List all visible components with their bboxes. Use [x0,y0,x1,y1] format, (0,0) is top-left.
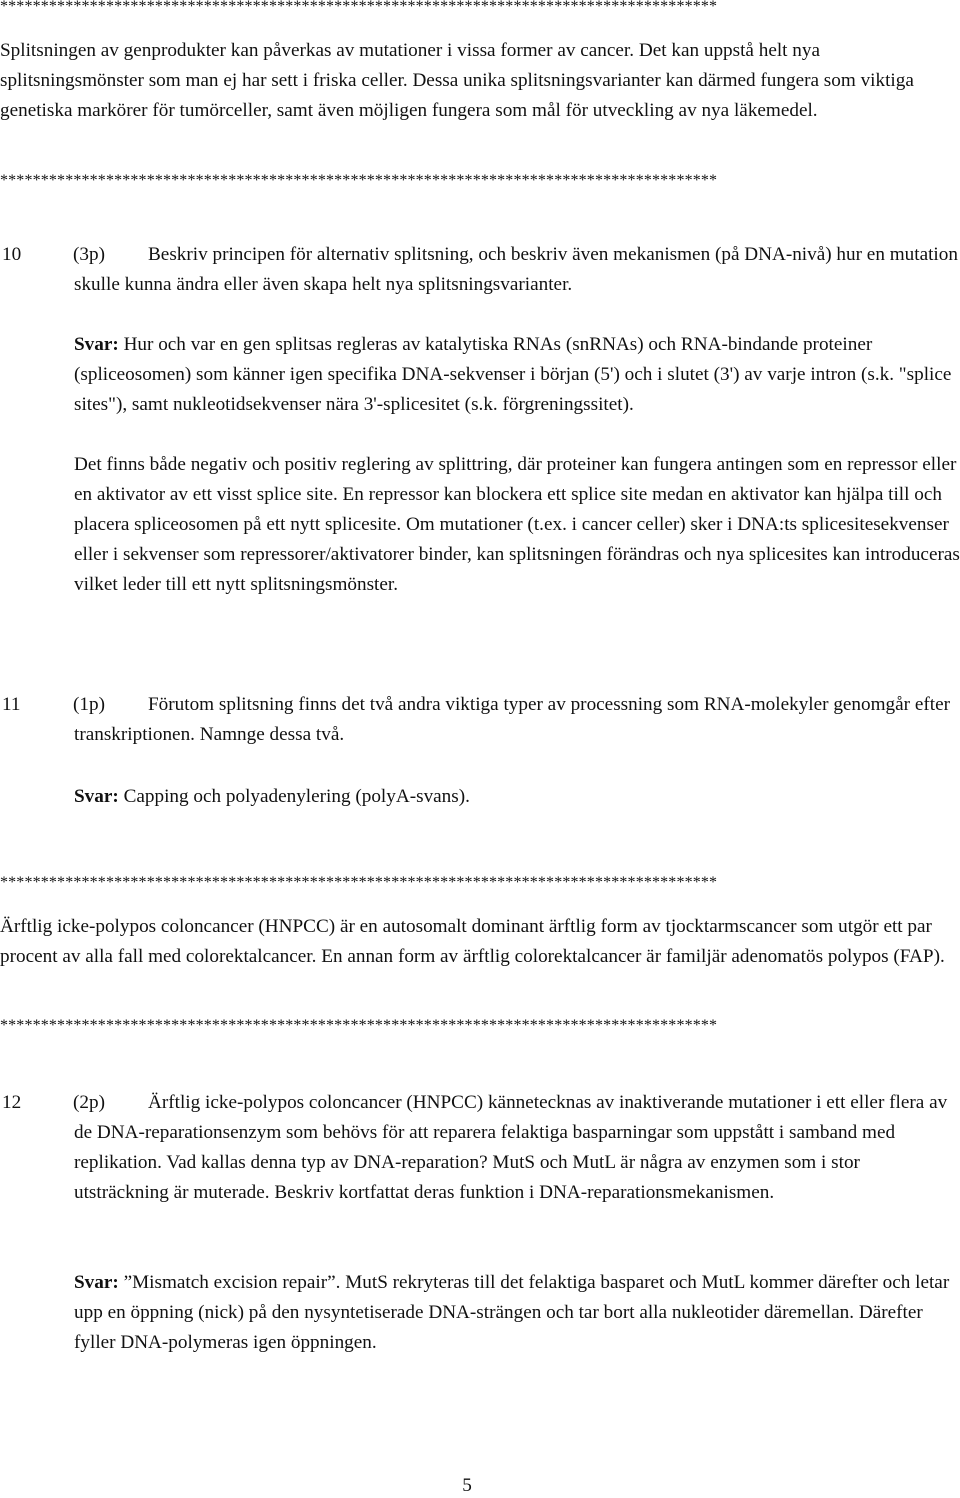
question-number: 12 [2,1092,22,1113]
answer-label: Svar: [74,786,119,807]
separator-line: **************************************************************************************** [0,0,718,15]
question-number: 11 [2,694,21,715]
answer-11 [74,782,960,812]
answer-text: Capping och polyadenylering (polyA-svans). [123,786,470,807]
separator-line: **************************************************************************************** [0,874,718,891]
question-text: Ärftlig icke-polypos coloncancer (HNPCC) kännetecknas av inaktiverande mutationer i ett eller flera av de DNA-reparationsenzym som behövs för att reparera felaktiga basparningar som uppstått i samband med replikation. Vad kallas denna typ av DNA-reparation? MutS och MutL är några av enzymen som i stor utsträckning är muterade. Beskriv kortfattat deras funktion i DNA-reparationsmekanismen. [74,1092,948,1203]
separator-line: **************************************************************************************** [0,172,718,189]
question-points: (3p) [73,244,105,265]
separator-line: **************************************************************************************** [0,1017,718,1034]
answer-label: Svar: [74,334,119,355]
question-number: 10 [2,244,22,265]
answer-label: Svar: [74,1272,119,1293]
answer-text: ”Mismatch excision repair”. MutS rekryteras till det felaktiga basparet och MutL kommer därefter och letar upp en öppning (nick) på den nysyntetiserade DNA-strängen och tar bort alla nukleotider däremellan. Därefter fyller DNA-polymeras igen öppningen. [74,1272,950,1353]
answer-text: Hur och var en gen splitsas regleras av katalytiska RNAs (snRNAs) och RNA-bindande proteiner (spliceosomen) som känner igen specifika DNA-sekvenser i början (5') och i slutet (3') av varje intron (s.k. "splice sites"), samt nukleotidsekvenser nära 3'-splicesitet (s.k. förgreningssitet). [74,334,952,415]
hnpcc-intro-paragraph: Ärftlig icke-polypos coloncancer (HNPCC) är en autosomalt dominant ärftlig form av tjocktarmscancer som utgör ett par procent av alla fall med colorektalcancer. En annan form av ärftlig colorektalcancer är familjär adenomatös polypos (FAP). [0,916,945,967]
question-text: Förutom splitsning finns det två andra viktiga typer av processning som RNA-molekyler genomgår efter transkriptionen. Namnge dessa två. [74,694,950,745]
intro-paragraph: Splitsningen av genprodukter kan påverkas av mutationer i vissa former av cancer. Det kan uppstå helt nya splitsningsmönster som man ej har sett i friska celler. Dessa unika splitsningsvarianter kan därmed fungera som viktiga genetiska markörer för tumörceller, samt även möjligen fungera som mål för utveckling av nya läkemedel. [0,40,914,121]
answer-10 [74,330,960,420]
question-text: Beskriv principen för alternativ splitsning, och beskriv även mekanismen (på DNA-nivå) hur en mutation skulle kunna ändra eller även skapa helt nya splitsningsvarianter. [74,244,958,295]
answer-10-continued: Det finns både negativ och positiv reglering av splittring, där proteiner kan fungera antingen som en repressor eller en aktivator av ett visst splice site. En repressor kan blockera ett splice site medan en aktivator kan hjälpa till och placera spliceosomen på ett nytt splicesite. Om mutationer (t.ex. i cancer celler) sker i DNA:ts splicesitesekvenser eller i sekvenser som repressorer/aktivatorer binder, kan splitsningen förändras och nya splicesites kan introduceras vilket leder till ett nytt splitsningsmönster. [74,454,960,595]
answer-12 [74,1268,960,1358]
page-number: 5 [462,1475,472,1496]
question-points: (1p) [73,694,105,715]
question-points: (2p) [73,1092,105,1113]
